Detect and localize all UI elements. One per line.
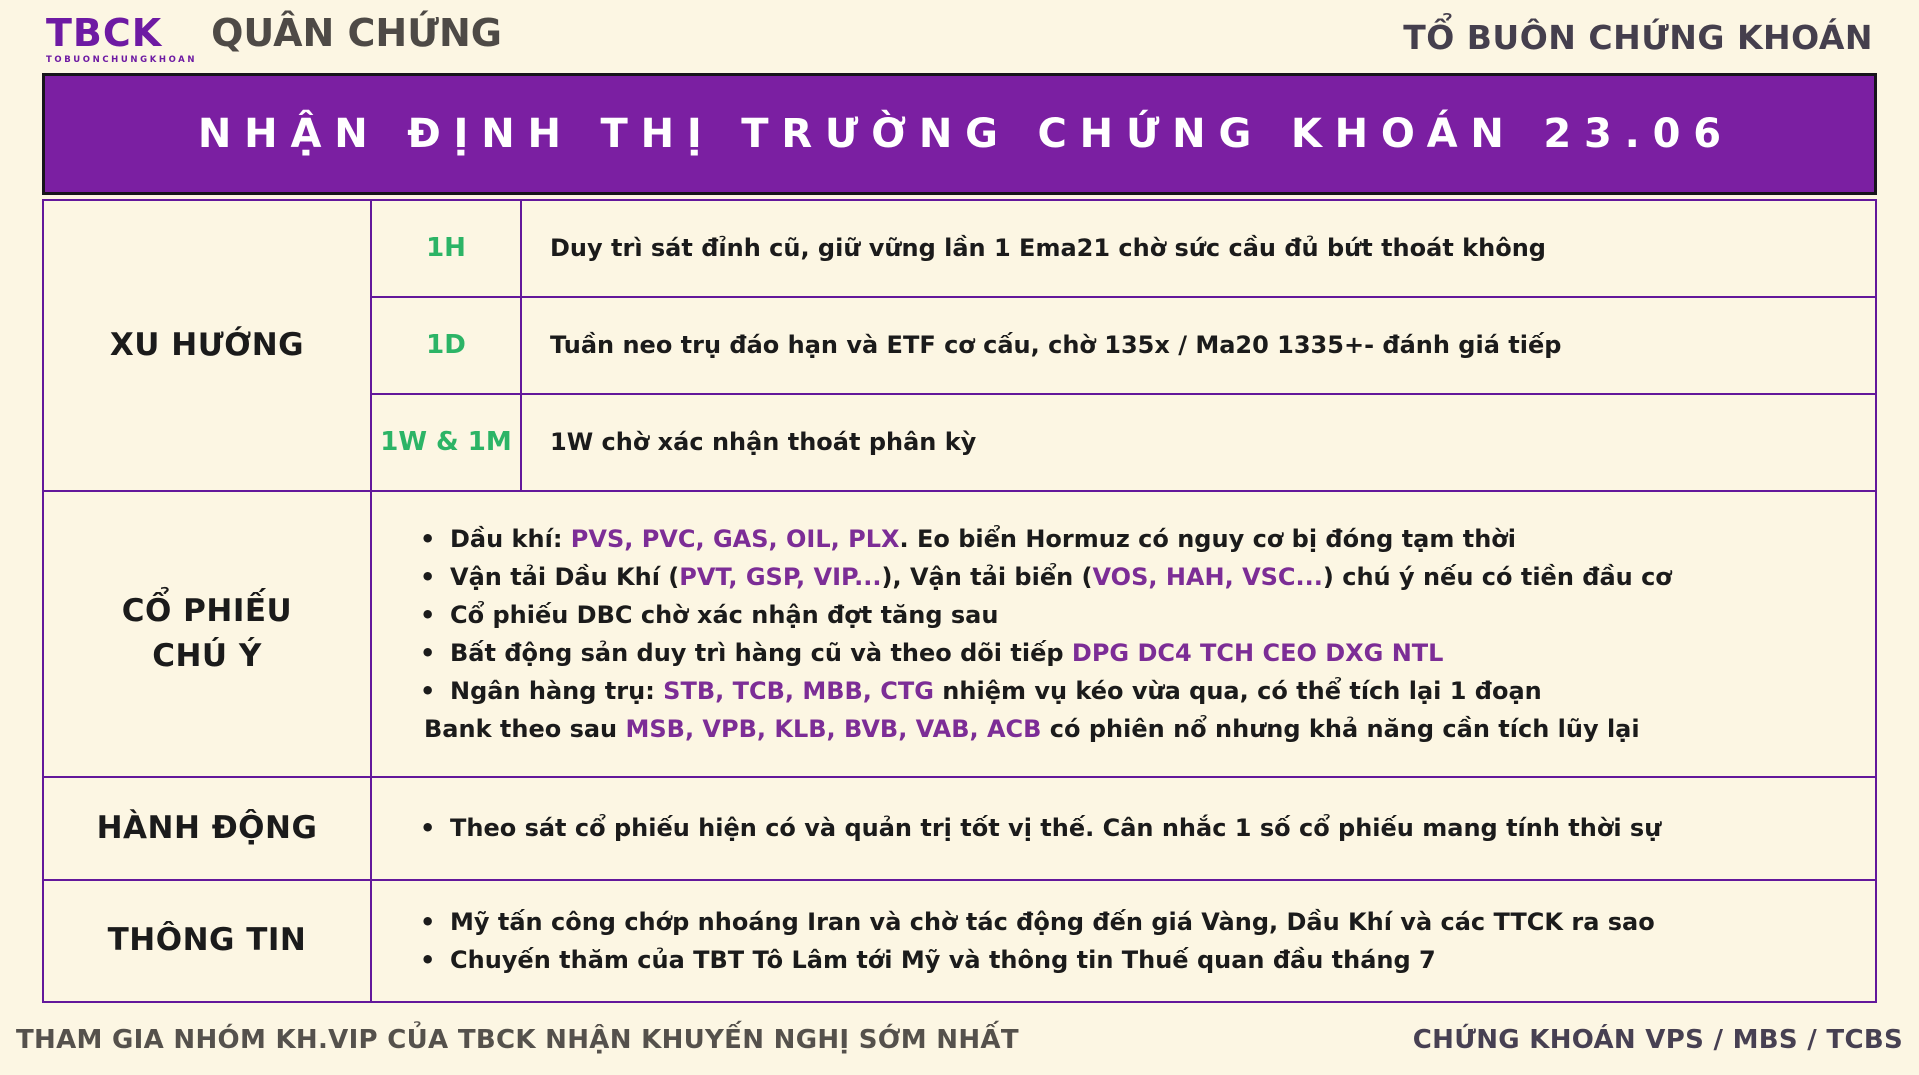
- stock-line-banks-follow: [372, 710, 1875, 748]
- stock-lines: [372, 492, 1875, 776]
- text-segment: nhiệm vụ kéo vừa qua, có thể tích lại 1 đoạn: [933, 676, 1542, 705]
- ticker-highlight: PVT, GSP, VIP...: [679, 562, 882, 591]
- action-content: [372, 778, 1875, 879]
- info-section-label: THÔNG TIN: [44, 881, 372, 1001]
- ticker-highlight: VOS, HAH, VSC...: [1092, 562, 1323, 591]
- trend-row-1w-1m: [372, 393, 1875, 490]
- trend-text: 1W chờ xác nhận thoát phân kỳ: [550, 428, 977, 457]
- ticker-highlight: MSB, VPB, KLB, BVB, VAB, ACB: [625, 714, 1042, 743]
- text-segment: Ngân hàng trụ:: [450, 676, 664, 705]
- info-bullet-visit: • Chuyến thăm của TBT Tô Lâm tới Mỹ và thông tin Thuế quan đầu tháng 7: [372, 941, 1875, 979]
- text-segment: Bất động sản duy trì hàng cũ và theo dõi tiếp: [450, 638, 1072, 667]
- section-action: [44, 776, 1875, 879]
- text-segment: ), Vận tải biển (: [881, 562, 1093, 591]
- brand-tagline: TOBUONCHUNGKHOAN: [46, 54, 198, 65]
- section-info: [44, 879, 1875, 1001]
- ticker-highlight: DPG DC4 TCH CEO DXG NTL: [1071, 638, 1444, 667]
- text-segment: . Eo biển Hormuz có nguy cơ bị đóng tạm thời: [899, 524, 1516, 553]
- action-section-label: HÀNH ĐỘNG: [44, 778, 372, 879]
- brand-abbreviation: TBCK: [46, 11, 163, 55]
- stock-line-oil: [372, 520, 1875, 558]
- timeframe-label: 1W & 1M: [372, 395, 522, 490]
- text-segment: Cổ phiếu DBC chờ xác nhận đợt tăng sau: [450, 600, 999, 629]
- brand-logo: [46, 11, 198, 65]
- trend-row-1h: [372, 201, 1875, 296]
- stocks-section-label: [44, 492, 372, 776]
- title-banner: [42, 73, 1877, 195]
- info-bullet-iran: • Mỹ tấn công chớp nhoáng Iran và chờ tác động đến giá Vàng, Dầu Khí và các TTCK ra sao: [372, 903, 1875, 941]
- text-segment: ) chú ý nếu có tiền đầu cơ: [1322, 562, 1672, 591]
- page-title: NHẬN ĐỊNH THỊ TRƯỜNG CHỨNG KHOÁN 23.06: [197, 110, 1734, 157]
- stock-line-transport: [372, 558, 1875, 596]
- stocks-label-line2: CHÚ Ý: [152, 637, 262, 674]
- page-header: [0, 0, 1919, 65]
- stocks-content: [372, 492, 1875, 776]
- brand-name: QUÂN CHỨNG: [211, 11, 502, 55]
- info-bullets: [372, 881, 1875, 1001]
- stock-line-realestate: [372, 634, 1875, 672]
- trend-text: Duy trì sát đỉnh cũ, giữ vững lần 1 Ema21 chờ sức cầu đủ bứt thoát không: [550, 234, 1546, 263]
- trend-rows: [372, 201, 1875, 490]
- text-segment: Dầu khí:: [450, 524, 571, 553]
- action-bullet: • Theo sát cổ phiếu hiện có và quản trị tốt vị thế. Cân nhắc 1 số cổ phiếu mang tính thời sự: [372, 809, 1875, 847]
- page-footer: [0, 1025, 1919, 1055]
- trend-text: Tuần neo trụ đáo hạn và ETF cơ cấu, chờ 135x / Ma20 1335+- đánh giá tiếp: [550, 331, 1562, 360]
- header-right-title: TỔ BUÔN CHỨNG KHOÁN: [1403, 18, 1873, 57]
- trend-section-label: XU HƯỚNG: [44, 201, 372, 490]
- stock-line-banks: [372, 672, 1875, 710]
- market-board: [42, 199, 1877, 1003]
- timeframe-label: 1H: [372, 201, 522, 296]
- info-content: [372, 881, 1875, 1001]
- action-bullets: [372, 778, 1875, 879]
- ticker-highlight: PVS, PVC, GAS, OIL, PLX: [570, 524, 900, 553]
- footer-cta: THAM GIA NHÓM KH.VIP CỦA TBCK NHẬN KHUYẾN NGHỊ SỚM NHẤT: [16, 1024, 1019, 1055]
- stock-line-dbc: [372, 596, 1875, 634]
- section-trend: [44, 201, 1875, 490]
- section-stocks: [44, 490, 1875, 776]
- text-segment: có phiên nổ nhưng khả năng cần tích lũy lại: [1041, 714, 1640, 743]
- brand-block: [46, 11, 502, 65]
- timeframe-label: 1D: [372, 298, 522, 393]
- stocks-label-line1: CỔ PHIẾU: [121, 592, 293, 629]
- ticker-highlight: STB, TCB, MBB, CTG: [663, 676, 934, 705]
- trend-row-1d: [372, 296, 1875, 393]
- text-segment: Bank theo sau: [424, 714, 626, 743]
- text-segment: Vận tải Dầu Khí (: [450, 562, 680, 591]
- footer-brokers: CHỨNG KHOÁN VPS / MBS / TCBS: [1412, 1024, 1903, 1055]
